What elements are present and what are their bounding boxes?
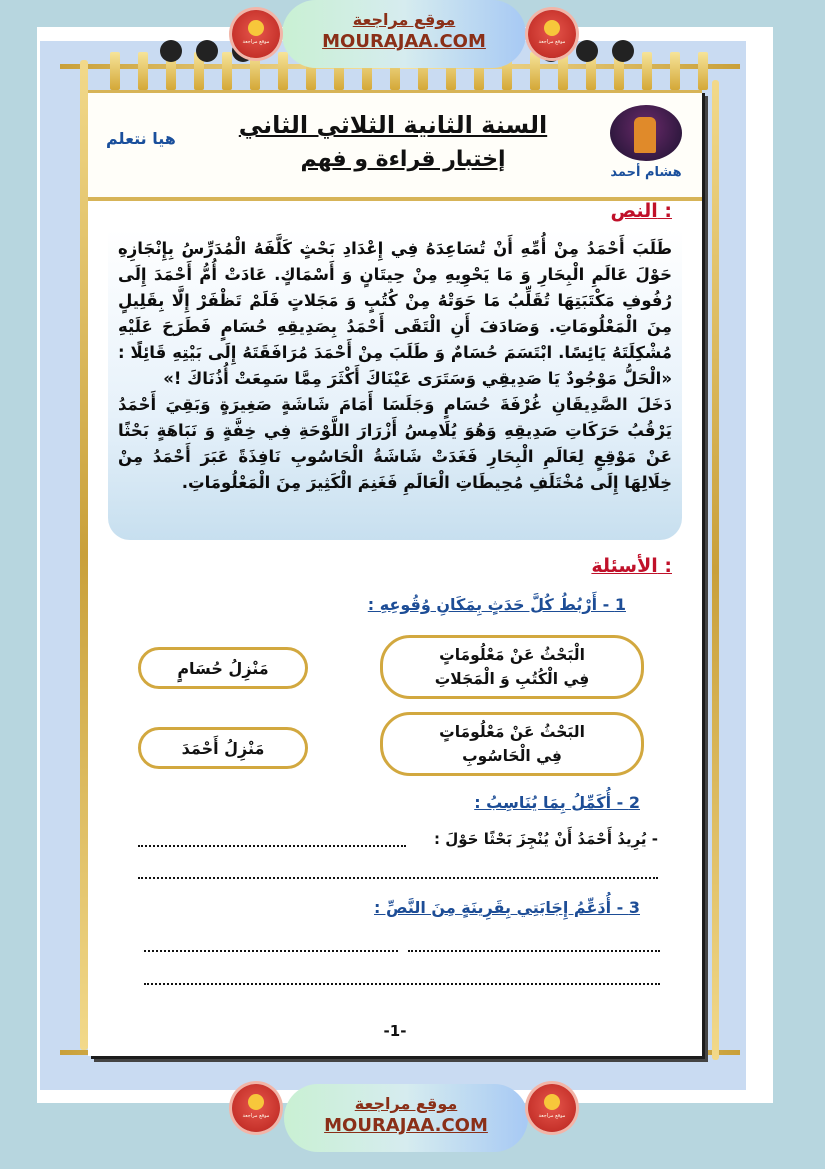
answer-line-2a[interactable] <box>138 845 406 847</box>
site-name-latin-top: MOURAJAA.COM <box>322 31 486 52</box>
worksheet-header <box>88 90 702 201</box>
lets-learn-label: هيا نتعلم <box>106 129 176 148</box>
gold-border-right <box>712 80 719 1060</box>
site-banner-bottom[interactable] <box>284 1084 528 1152</box>
answer-line-3a[interactable] <box>144 950 398 952</box>
passage-paragraph-1: طَلَبَ أَحْمَدُ مِنْ أُمِّهِ أَنْ تُسَاعِدَهُ فِي إِعْدَادِ بَحْثٍ كَلَّفَهُ الْمُدَرِّسُ بِإِنْجَازِهِ حَوْلَ عَالَمِ الْبِحَارِ وَ مَا يَحْوِيهِ مِنْ حِيتَانٍ وَ أَسْمَاكٍ. عَادَتْ أُمُّ أَحْمَدَ إِلَى رُفُوفِ مَكْتَبَتِهَا تُقَلِّبُ مَا حَوَتْهُ مِنْ كُتُبٍ وَ مَجَلاتٍ فَلَمْ تَظْفَرْ إِلَّا بِقَلِيلٍ مِنَ الْمَعْلُومَاتِ. وَصَادَفَ أَنِ الْتَقَى أَحْمَدُ بِصَدِيقِهِ حُسَامٍ فَطَرَحَ عَلَيْهِ مُشْكِلَتَهُ يَائِسًا. ابْتَسَمَ حُسَامٌ وَ طَلَبَ مِنْ أَحْمَدَ مُرَافَقَتَهُ إِلَى بَيْتِهِ قَائِلًا : «الْحَلُّ مَوْجُودٌ يَا صَدِيقِي وَسَتَرَى عَيْنَاكَ أَكْثَرَ مِمَّا سَمِعَتْ أُذُنَاكَ !» <box>118 239 672 388</box>
passage-paragraph-2: دَخَلَ الصَّدِيقَانِ غُرْفَةَ حُسَامٍ وَجَلَسَا أَمَامَ شَاشَةٍ صَغِيرَةٍ وَبَقِيَ أَحْمَدُ يَرْقُبُ حَرَكَاتِ صَدِيقِهِ وَهُوَ يُلَامِسُ أَزْرَارَ اللَّوْحَةِ فِي خِفَّةٍ وَ نَبَاهَةٍ بَحْثًا عَنْ مَوْقِعٍ لِعَالَمِ الْبِحَارِ فَغَدَتْ شَاشَةُ الْحَاسُوبِ نَافِذَةً عَبَرَ أَحْمَدُ مِنْ خِلَالِهَا إِلَى مُخْتَلَفِ مُحِيطَاتِ الْعَالَمِ فَغَنِمَ الْكَثِيرَ مِنَ الْمَعْلُومَاتِ. <box>118 395 672 492</box>
place-husam-label: مَنْزِلُ حُسَامٍ <box>177 658 269 678</box>
site-name-arabic-top: موقع مراجعة <box>352 10 456 29</box>
event-box-books[interactable] <box>380 635 644 699</box>
site-logo-icon-bottom-right <box>528 1084 576 1132</box>
answer-line-3c[interactable] <box>144 983 660 985</box>
place-box-ahmad-house[interactable] <box>138 727 308 769</box>
badge-text: موقع مراجعة <box>538 39 566 45</box>
answer-line-3b[interactable] <box>408 950 660 952</box>
place-ahmad-label: مَنْزِلُ أَحْمَدَ <box>181 738 265 758</box>
site-banner-top[interactable] <box>282 0 526 68</box>
page-number: -1- <box>383 1022 407 1040</box>
question-2: 2 - أُكَمِّلُ بِمَا يُنَاسِبُ : <box>474 793 640 812</box>
gold-border-left <box>80 60 88 1050</box>
site-logo-icon-top-right <box>528 10 576 58</box>
badge-text: موقع مراجعة <box>242 1113 270 1119</box>
event-box-computer[interactable] <box>380 712 644 776</box>
event-computer-line1: البَحْثُ عَنْ مَعْلُومَاتٍ <box>439 723 585 741</box>
passage-box <box>108 230 682 540</box>
questions-heading: الأسئلة : <box>591 555 672 577</box>
site-name-arabic-bottom: موقع مراجعة <box>354 1094 458 1113</box>
event-books-line2: فِي الْكُتُبِ وَ الْمَجَلاتِ <box>434 670 590 688</box>
passage-heading: النص : <box>610 200 672 222</box>
question-1: 1 - أَرْبُطُ كُلَّ حَدَثٍ بِمَكَانِ وُقُوعِهِ : <box>367 595 626 614</box>
question-3: 3 - أُدَعِّمُ إِجَابَتِي بِقَرِينَةٍ مِنَ النَّصِّ : <box>374 898 640 917</box>
grade-term-title: السنة الثانية الثلاثي الثاني <box>238 111 548 139</box>
event-computer-line2: فِي الْحَاسُوبِ <box>462 747 562 765</box>
test-title: إختبار قراءة و فهم <box>300 147 506 172</box>
author-photo <box>610 105 682 161</box>
question-2-prompt: - يُرِيدُ أَحْمَدُ أَنْ يُنْجِزَ بَحْثًا حَوْلَ : <box>434 830 658 848</box>
badge-text: موقع مراجعة <box>538 1113 566 1119</box>
site-logo-icon-bottom-left <box>232 1084 280 1132</box>
event-books-line1: الْبَحْثُ عَنْ مَعْلُومَاتٍ <box>439 646 585 664</box>
author-name: هشام أحمد <box>610 165 682 180</box>
answer-line-2b[interactable] <box>138 877 658 879</box>
site-name-latin-bottom: MOURAJAA.COM <box>324 1115 488 1136</box>
site-logo-icon-top-left <box>232 10 280 58</box>
badge-text: موقع مراجعة <box>242 39 270 45</box>
worksheet-paper <box>88 90 702 1056</box>
place-box-husam-house[interactable] <box>138 647 308 689</box>
